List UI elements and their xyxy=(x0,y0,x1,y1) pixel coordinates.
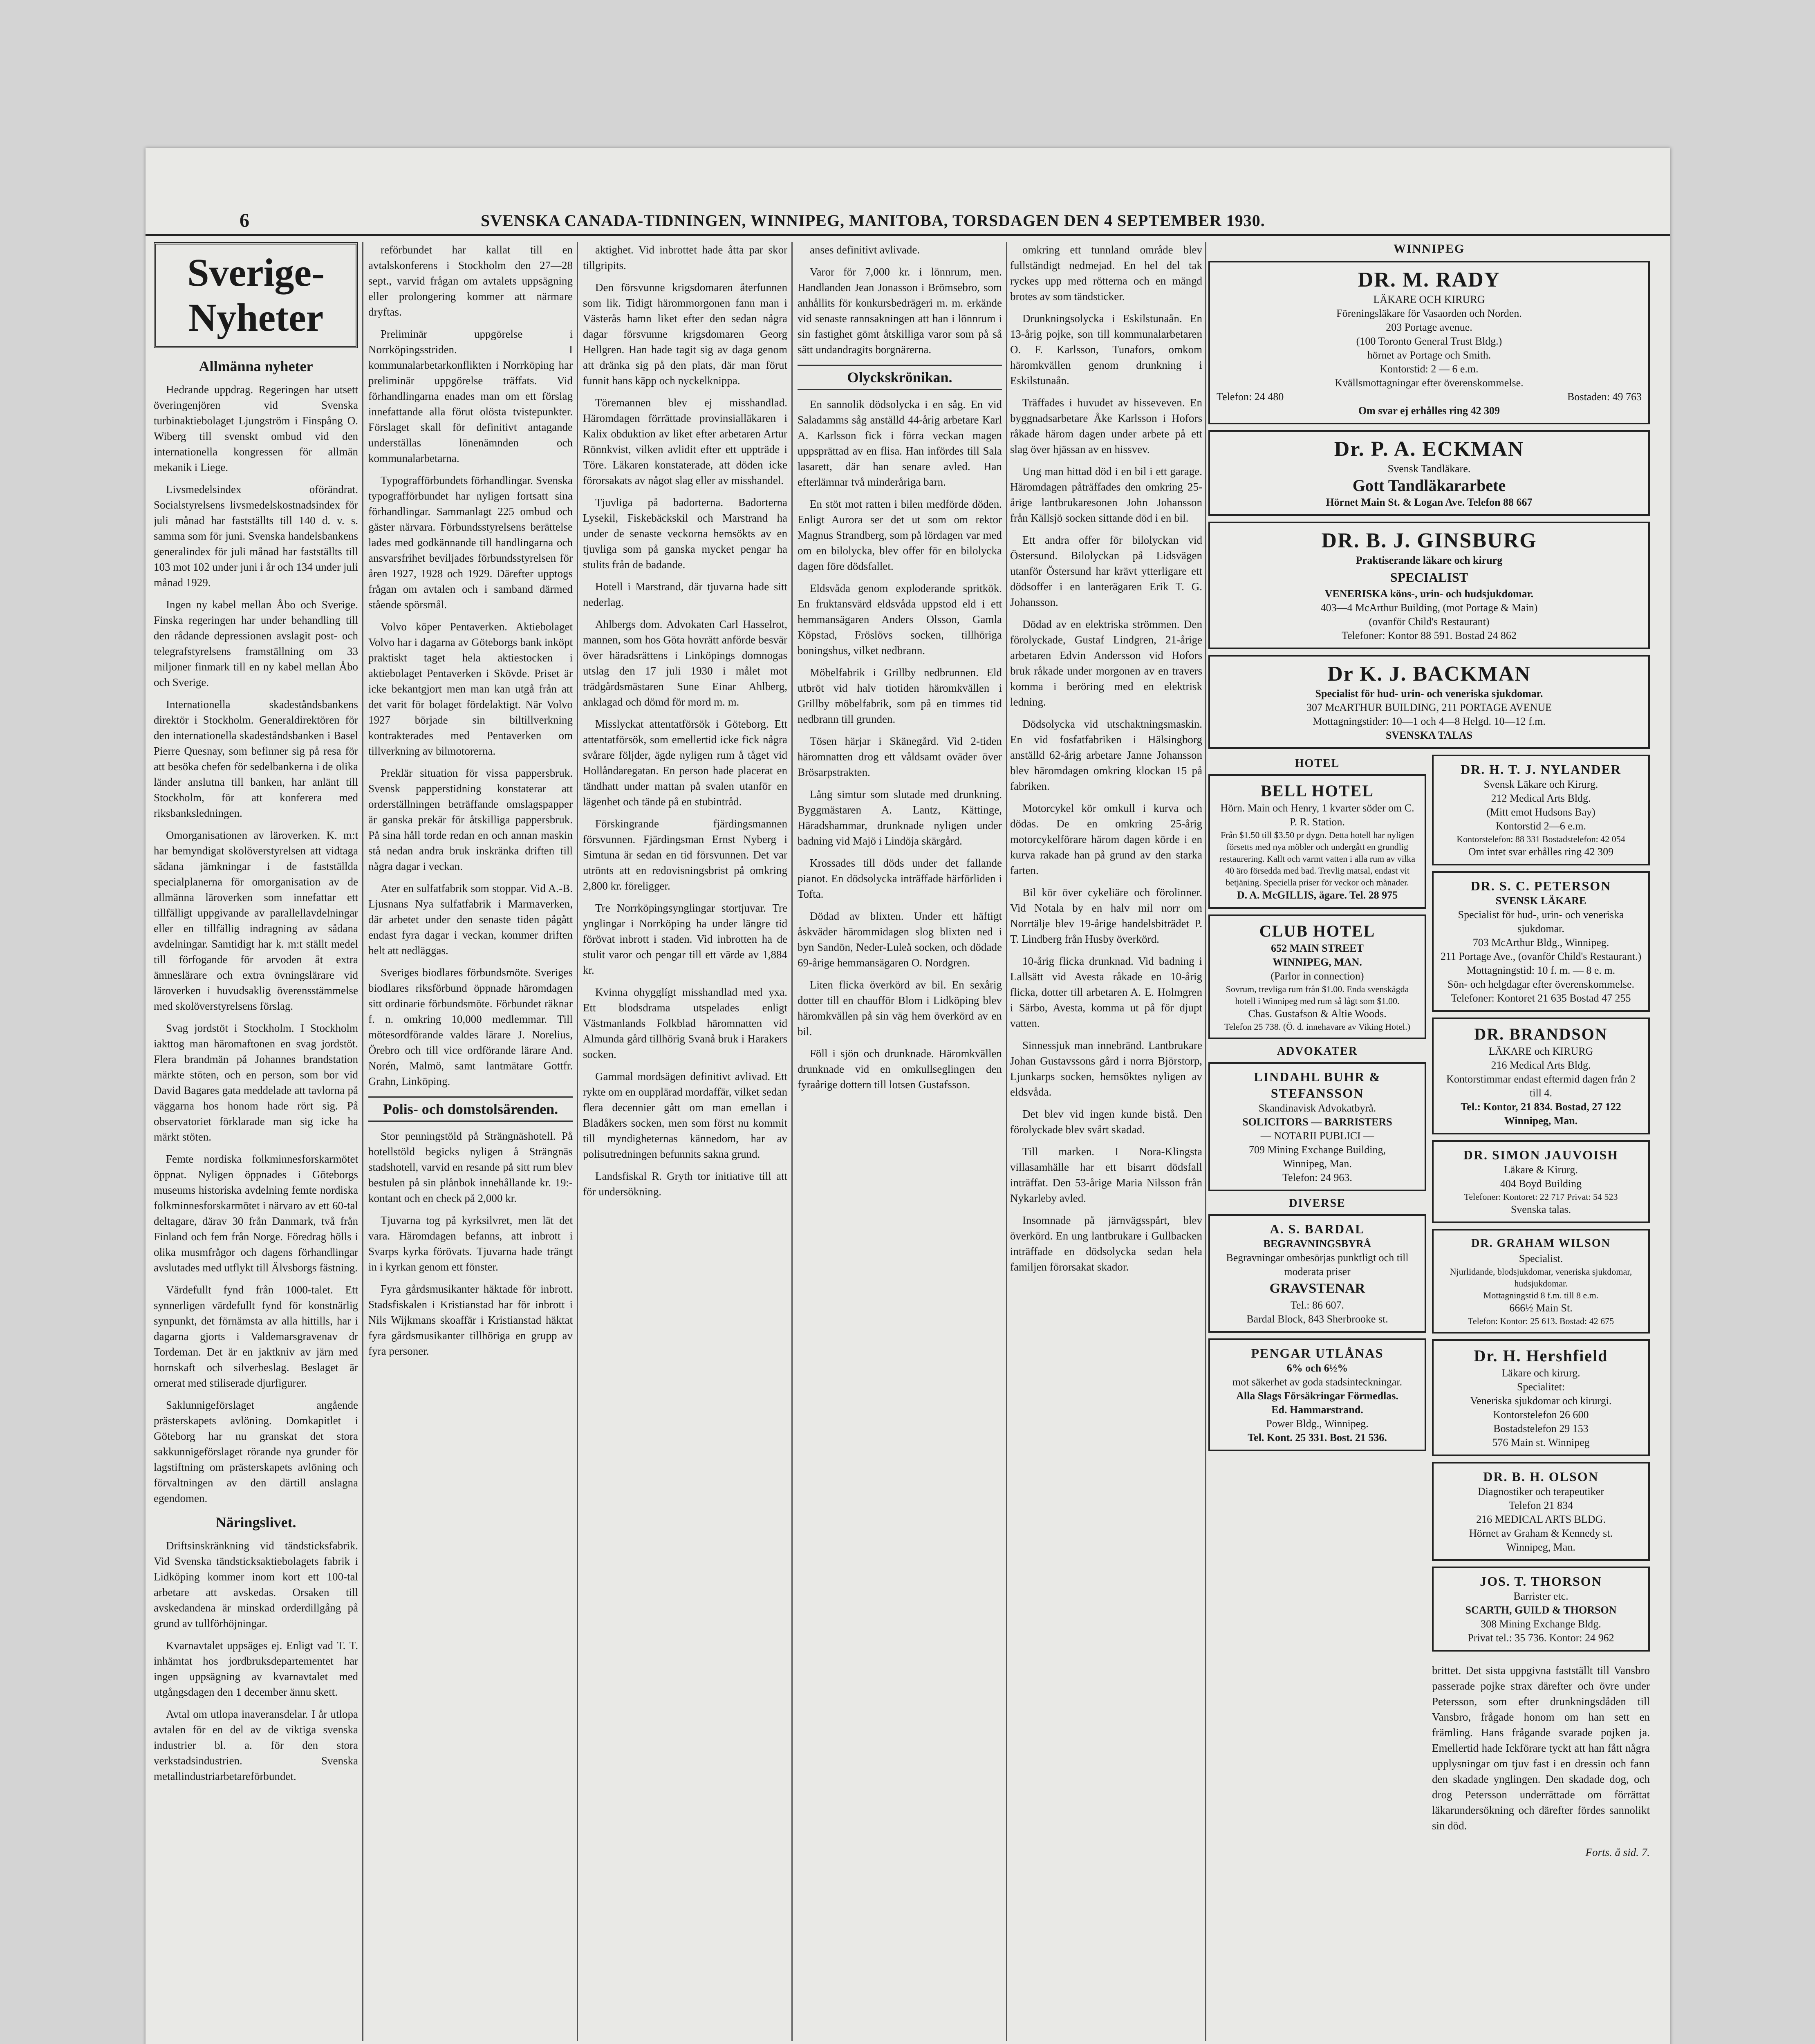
ad-text: Kontorstid: 2 — 6 e.m. xyxy=(1380,363,1479,375)
ad-name: DR. M. RADY xyxy=(1358,268,1501,291)
page-number: 6 xyxy=(240,210,249,231)
article: Den försvunne krigsdomaren återfunnen som lik. Tidigt härommorgonen fann man i Västerås hamn liket efter den sedan några dagar försvunne krigsdomaren Georg Hellgren. Han hade tagit sig av daga genom att dränka sig på den plats, där man förut funnit hans käpp och nyckelknippa. xyxy=(583,281,787,387)
ad-title: Specialist. xyxy=(1519,1253,1563,1264)
ad-text: Specialitet: xyxy=(1517,1381,1565,1393)
ad-text: Power Bldg., Winnipeg. xyxy=(1266,1418,1369,1430)
article: Möbelfabrik i Grillby nedbrunnen. Eld utbröt vid halv tiotiden häromkvällen i Grillby möbelfabrik, som på en timmes tid nedbrann till grunden. xyxy=(798,666,1002,725)
article: Kvinna ohygglígt misshandlad med yxa. Ett blodsdrama utspelades enligt Västmanlands Folkblad häromnatten vid Almunda gård tillhörig Svanå bruk i Harakers socken. xyxy=(583,986,787,1060)
ads-left-column xyxy=(1208,755,1426,1860)
article: Det blev vid ingen kunde bistå. Den förolyckade blev svårt skadad. xyxy=(1010,1108,1202,1136)
article: Tjuvarna tog på kyrksilvret, men lät det vara. Häromdagen befanns, att inbrott i Svarps kyrka förövats. Tjuvarna hade trängt in i kyrkan genom ett fönster. xyxy=(368,1214,573,1273)
article: Svag jordstöt i Stockholm. I Stockholm iakttog man häromaftonen en svag jordstöt. Flera brandmän på Johannes brandstation märkte stöten, och en person, som bor vid David Bagares gata meddelade att tavlorna på väggarna hos honom hade rört sig. På observatoriet förklarade man sig icke ha märkt stöten. xyxy=(154,1022,358,1143)
ad-title: Diagnostiker och terapeutiker xyxy=(1478,1486,1604,1497)
ad-text: VENERISKA köns-, urin- och hudsjukdomar. xyxy=(1324,588,1534,600)
column-5 xyxy=(1010,242,1202,2041)
ad-text: Bardal Block, 843 Sherbrooke st. xyxy=(1246,1313,1388,1325)
ad-text: Telefon: Kontor: 25 613. Bostad: 42 675 xyxy=(1468,1316,1614,1326)
article: Varor för 7,000 kr. i lönnrum, men. Handlanden Jean Jonasson i Brömsebro, som anhållits för konkursbedrägeri m. m. erkände vid senaste rannsakningen att han i lönnrum i sin fastighet gömt åtskilliga varor som på så sätt undandragits borgnärerna. xyxy=(798,266,1002,356)
article: Ingen ny kabel mellan Åbo och Sverige. Finska regeringen har under behandling till den rådande depressionen avslagit post- och telegrafstyrelsens framställning om 33 miljoner finmark till en ny kabel mellan Åbo och Sverige. xyxy=(154,598,358,688)
article: Preliminär uppgörelse i Norrköpingsstriden. I kommunalarbetarkonflikten i Norrköping har preliminär uppgörelse träffats. Vid förhandlingarna enades man om ett förslag innefattande alla förut olösta tvistepunkter. Förslaget skall för definitivt antagande underställas lönenämnden och kommunalarbetarna. xyxy=(368,328,573,464)
article: Fyra gårdsmusikanter häktade för inbrott. Stadsfiskalen i Kristianstad har för inbrott i Nils Wijkmans skoaffär i Kristianstad häktat fyra gårdsmusikanter tillhöriga en grupp av fyra personer. xyxy=(368,1283,573,1357)
ad-name: DR. S. C. PETERSON xyxy=(1470,879,1611,893)
article: Sveriges biodlares förbundsmöte. Sveriges biodlares riksförbund öppnade häromdagen sitt ordinarie förbundsmöte. Förbundet räknar f. n. omkring 10,000 medlemmar. Till mötesordförande valdes lärare J. Norelius, Örebro och till vice ordförande lärare And. Norén, Malmö, samt lantmätare Gottfr. Grahn, Linköping. xyxy=(368,966,573,1087)
ad-name: CLUB HOTEL xyxy=(1259,922,1376,940)
column-rule xyxy=(1006,242,1007,2041)
article: Omorganisationen av läroverken. K. m:t har bemyndigat skolöverstyrelsen att vidtaga sådana jämkningar i de fastställda specialplanerna för omorganisation av de allmänna läroverken som innefattar ett tillfälligt uppgivande av parallellavdelningar eller en tillfällig indragning av sådana avdelningar. Samtidigt har k. m:t ställt medel till förfogande för arvoden åt extra ämneslärare och extra övningslärare vid läroverken i huvudsaklig överensstämmelse med skolöverstyrelsens förslag. xyxy=(154,829,358,1012)
ad-bardal xyxy=(1208,1214,1426,1333)
ad-text: 652 MAIN STREET xyxy=(1271,942,1364,954)
article: Driftsinskränkning vid tändsticksfabrik. Vid Svenska tändsticksaktiebolagets fabrik i Lidköping kommer inom kort ett 100-tal arbetare att avskedas. Orsaken till avskedandena är minskad orderdillgång på grund av tullförhöjningar. xyxy=(154,1540,358,1629)
column-3 xyxy=(583,242,787,2041)
ad-text: SOLICITORS — BARRISTERS xyxy=(1242,1116,1392,1128)
ad-text: 703 McArthur Bldg., Winnipeg. xyxy=(1472,937,1609,948)
ad-phone: Bostaden: 49 763 xyxy=(1567,391,1642,403)
ad-text: 216 MEDICAL ARTS BLDG. xyxy=(1476,1513,1606,1525)
ad-title: Svensk Tandläkare. xyxy=(1387,463,1471,475)
ad-title: Läkare & Kirurg. xyxy=(1504,1164,1578,1176)
article: Preklär situation för vissa pappersbruk. Svensk papperstidning konstaterar att orderställningen beträffande omslagspapper är ganska prekär för åtskilliga pappersbruk. På sina håll torde redan en och annan maskin stå nedan andra bruk inskränka driften till några dagar i veckan. xyxy=(368,767,573,872)
ad-text: Winnipeg, Man. xyxy=(1283,1158,1352,1170)
ad-name: DR. H. T. J. NYLANDER xyxy=(1461,762,1621,777)
ad-text: 709 Mining Exchange Building, xyxy=(1248,1144,1386,1156)
article: Dödsolycka vid utschaktningsmaskin. En vid fosfatfabriken i Hälsingborg anställd 62-årig arbetare Janne Johansson blev häromdagen omkring klockan 15 på fabriken. xyxy=(1010,718,1202,792)
column-rule xyxy=(362,242,363,2041)
ad-jauvoish xyxy=(1432,1140,1650,1223)
subsection-heading: Allmänna nyheter xyxy=(199,358,313,374)
ad-text: Hörnet av Graham & Kennedy st. xyxy=(1469,1527,1613,1539)
ad-text: Tel.: Kontor, 21 834. Bostad, 27 122 xyxy=(1461,1101,1621,1113)
ad-name: A. S. BARDAL xyxy=(1270,1221,1365,1236)
ad-text: Veneriska sjukdomar och kirurgi. xyxy=(1470,1395,1612,1407)
ad-text: Telefoner: Kontoret 21 635 Bostad 47 255 xyxy=(1451,992,1631,1004)
article: Eldsvåda genom exploderande spritkök. En fruktansvärd eldsvåda uppstod eld i ett hemmansägaren Anders Olsson, Gamla Köpstad, Fröslövs socken, tillhöriga boningshus, vilket nedbrann. xyxy=(798,582,1002,657)
ad-text: Telefon 25 738. (Ö. d. innehavare av Viking Hotel.) xyxy=(1224,1022,1410,1032)
ad-text: Winnipeg, Man. xyxy=(1506,1541,1575,1553)
ad-text: WINNIPEG, MAN. xyxy=(1273,956,1362,968)
ad-text: 307 McARTHUR BUILDING, 211 PORTAGE AVENUE xyxy=(1306,702,1552,713)
ad-text: 6% och 6½% xyxy=(1286,1362,1348,1374)
article: reförbundet har kallat till en avtalskonferens i Stockholm den 27—28 sept., varvid frågan om avtalets uppsägning eller prolongering kommer att närmare dryftas. xyxy=(368,244,573,318)
subsection-heading: Polis- och domstolsärenden. xyxy=(368,1096,573,1122)
article: Hotell i Marstrand, där tjuvarna hade sitt nederlag. xyxy=(583,580,787,608)
ad-text: Svenska talas. xyxy=(1510,1204,1571,1215)
column-rule xyxy=(791,242,793,2041)
ad-title: Skandinavisk Advokatbyrå. xyxy=(1258,1102,1376,1114)
ad-name: LINDAHL BUHR & STEFANSSON xyxy=(1254,1069,1381,1100)
ad-title: BEGRAVNINGSBYRÅ xyxy=(1263,1238,1371,1250)
article: Dödad av blixten. Under ett häftigt åskväder härommidagen slog blixten ned i byn Sandön, Neder-Luleå socken, och dödade 69-årige hemmansägaren O. Nordgren. xyxy=(798,910,1002,969)
article: Träffades i huvudet av hisseveven. En byggnadsarbetare Åke Karlsson i Hofors råkade härom dagen under arbete på ett slag över hjässan av en hissvev. xyxy=(1010,397,1202,455)
ad-title: SVENSK LÄKARE xyxy=(1495,895,1586,907)
ad-name: Dr. P. A. ECKMAN xyxy=(1334,437,1524,461)
ad-text: Föreningsläkare för Vasaorden och Norden. xyxy=(1336,307,1522,319)
ad-text: hörnet av Portage och Smith. xyxy=(1367,349,1491,361)
article: Föll i sjön och drunknade. Häromkvällen drunknade vid en omkullseglingen den fyraårige dottern till lotsen Gustafsson. xyxy=(798,1047,1002,1091)
article: Landsfiskal R. Gryth tor initiative till att för undersökning. xyxy=(583,1170,787,1198)
ad-title: Praktiserande läkare och kirurg xyxy=(1356,554,1503,566)
continued-on-note: Forts. å sid. 7. xyxy=(1585,1846,1650,1858)
masthead: SVENSKA CANADA-TIDNINGEN, WINNIPEG, MANITOBA, TORSDAGEN DEN 4 SEPTEMBER 1930. xyxy=(481,211,1265,230)
article: Till marken. I Nora-Klingsta villasamhälle har ett bisarrt dödsfall inträffat. Den 53-årige Maria Nilsson från Nykarleby avled. xyxy=(1010,1145,1202,1204)
ad-title: LÄKARE och KIRURG xyxy=(1488,1045,1593,1057)
ad-text: — NOTARII PUBLICI — xyxy=(1260,1130,1374,1142)
ad-text: Chas. Gustafson & Altie Woods. xyxy=(1248,1008,1387,1020)
ad-text: Tel.: 86 607. xyxy=(1290,1299,1344,1311)
region-heading: WINNIPEG xyxy=(1393,242,1465,256)
ad-name: Dr. H. Hershfield xyxy=(1474,1347,1608,1365)
ad-text: Telefoner: Kontor 88 591. Bostad 24 862 xyxy=(1342,630,1517,641)
article: Sinnessjuk man innebränd. Lantbrukare Johan Gustavssons gård i norra Björstorp, Ljunkarps socken, hemsöktes nyligen av eldsvåda. xyxy=(1010,1039,1202,1098)
article: Hedrande uppdrag. Regeringen har utsett överingenjören vid Svenska turbinaktiebolaget Ljungström i Finspång O. Wiberg till svenskt ombud vid den internationella kongressen för allmän mekanik i Liege. xyxy=(154,383,358,473)
ad-text: Privat tel.: 35 736. Kontor: 24 962 xyxy=(1468,1632,1614,1644)
ad-text: Telefon 21 834 xyxy=(1508,1499,1573,1511)
article: 10-årig flicka drunknad. Vid badning i Lallsätt vid Avesta råkade en 10-årig flicka, dotter till arbetaren A. E. Holmgren i Särbo, Avesta, komma ut på för djupt vatten. xyxy=(1010,955,1202,1029)
ad-brandson xyxy=(1432,1018,1650,1134)
article: Ung man hittad död i en bil i ett garage. Häromdagen påträffades den omkring 25-årige lantbrukaresonen John Johansson från Källsjö socken sittande död i en bil. xyxy=(1010,465,1202,524)
ad-text: Winnipeg, Man. xyxy=(1504,1115,1578,1127)
ad-bell-hotel xyxy=(1208,774,1426,909)
article: Tösen härjar i Skänegård. Vid 2-tiden häromnatten drog ett våldsamt oväder över Brösarpstrakten. xyxy=(798,735,1002,778)
article: Internationella skadeståndsbankens direktör i Stockholm. Generaldirektören för den internationella skadeståndsbanken i Basel Pierre Quesnay, som befinner sig på resa för att besöka chefen för sedelbankerna i de olika länder anslutna till banken, har anlänt till Stockholm, för att konferera med riksbanksledningen. xyxy=(154,698,358,819)
ad-text: (100 Toronto General Trust Bldg.) xyxy=(1356,335,1502,347)
article: Femte nordiska folkminnesforskarmötet öppnat. Nyligen öppnades i Göteborgs museums historiska avdelning femte nordiska folkminnesforskarmötet i närvaro av ett 60-tal deltagare, därav 30 från Danmark, två från Finland och fem från Norge. Föredrag hölls i olika musmfrågor och dagens förhandlingar avslutades med utflykt till Älvsborgs fästning. xyxy=(154,1153,358,1274)
ad-eckman xyxy=(1208,430,1650,516)
ad-name: Dr K. J. BACKMAN xyxy=(1327,662,1531,686)
article: Krossades till döds under det fallande pianot. En dödsolycka inträffade härförliden i Tofta. xyxy=(798,857,1002,900)
ad-title: Barrister etc. xyxy=(1513,1590,1569,1602)
ad-text: (Parlor in connection) xyxy=(1270,970,1364,982)
article: anses definitivt avlivade. xyxy=(810,244,920,256)
article-continuation: brittet. Det sista uppgivna fastställt till Vansbro passerade pojke strax därefter och övre under Petersson, som efter drunkningsdåden till Vansbro, frågade honom om han sett en främling. Hans frågande svarade pojken ja. Emellertid hade Ickförare tyckt att han fått några upplysningar om tjuv fast i en dressin och fann den skadade ynglingen. Den skadade dog, och drog Petersson underrättade om förrättat läkarundersökning och därefter fördes sannolikt sin död. xyxy=(1432,1664,1650,1832)
article: Liten flicka överkörd av bil. En sexårig dotter till en chaufför Blom i Lidköping blev häromkvällen på sin väg hem överkörd av en bil. xyxy=(798,979,1002,1038)
ad-name: DR. BRANDSON xyxy=(1474,1025,1608,1043)
ad-category-heading: HOTEL xyxy=(1295,757,1340,770)
article: Insomnade på järnvägsspårt, blev överkörd. En ung lantbrukare i Gullbacken inträffade en dödsolycka sedan hela familjen förorsakat skador. xyxy=(1010,1214,1202,1273)
ad-text: Bostadstelefon 29 153 xyxy=(1493,1423,1589,1434)
ad-category-heading: DIVERSE xyxy=(1289,1197,1346,1210)
ad-text: SVENSKA TALAS xyxy=(1385,729,1473,741)
ad-text: Specialist för hud-, urin- och veneriska sjukdomar. xyxy=(1458,909,1624,935)
article: Motorcykel kör omkull i kurva och dödas. De en omkring 25-årig motorcykelförare härom dagen körde i en kurva rakade han på grund av den starka farten. xyxy=(1010,802,1202,876)
ad-name: BELL HOTEL xyxy=(1261,782,1374,800)
ad-peterson xyxy=(1432,871,1650,1012)
ad-text: (Mitt emot Hudsons Bay) xyxy=(1486,806,1595,818)
ad-text: (ovanför Child's Restaurant) xyxy=(1369,616,1490,628)
column-2 xyxy=(368,242,573,2041)
ad-text: 211 Portage Ave., (ovanför Child's Restaurant.) xyxy=(1440,950,1642,962)
column-1 xyxy=(154,242,358,2041)
article: En sannolik dödsolycka i en såg. En vid Saladamms såg anställd 44-årig arbetare Karl A. Karlsson fick i förra veckan magen uppsprättad av en flisa. Han infördes till Sala lasarett, där han senare avled. Han efterlämnar två minderåriga barn. xyxy=(798,398,1002,488)
ad-title: Specialist för hud- urin- och veneriska sjukdomar. xyxy=(1315,688,1543,699)
article: Gammal mordsägen definitivt avlivad. Ett rykte om en oupplärad mordaffär, vilket sedan flera decennier gått om man emellan i Bladåkers socken, men som först nu kommit till myndigheternas kännedom, har av polisutredningen befunnits sakna grund. xyxy=(583,1070,787,1160)
ad-pengar xyxy=(1208,1338,1426,1451)
section-title-box xyxy=(154,242,358,348)
article: Töremannen blev ej misshandlad. Häromdagen förrättade provinsialläkaren i Kalix obduktion av liket efter arbetaren Artur Rönnkvist, vilken avlidit efter ett uppträde i Töre. Läkaren konstaterade, att döden icke förorsakats av något slag eller av misshandel. xyxy=(583,397,787,486)
ad-text: 576 Main st. Winnipeg xyxy=(1492,1437,1590,1448)
ad-phone: Telefon: 24 480 xyxy=(1217,391,1284,403)
ad-text: 216 Medical Arts Bldg. xyxy=(1491,1059,1591,1071)
ad-name: DR. B. H. OLSON xyxy=(1483,1469,1599,1484)
ad-wilson xyxy=(1432,1229,1650,1334)
column-rule xyxy=(577,242,578,2041)
subsection-heading: Näringslivet. xyxy=(215,1514,296,1531)
ad-text: Hörnet Main St. & Logan Ave. Telefon 88 667 xyxy=(1326,496,1533,508)
article: Misslyckat attentatförsök i Göteborg. Ett attentatförsök, som emellertid icke fick några svårare följder, ägde nyligen rum å tåget vid Hollåndaregatan. En person hade placerat en tändhatt under mattan på svalen utanför en lägenhet och tände på en stubintråd. xyxy=(583,718,787,808)
article: Kvarnavtalet uppsäges ej. Enligt vad T. T. inhämtat hos jordbruksdepartementet har ingen uppsägning av kvarnavtalet med utgångsdagen den 1 december ännu skett. xyxy=(154,1639,358,1698)
article: Tre Norrköpingsynglingar stortjuvar. Tre ynglingar i Norrköping ha under längre tid förövat inbrott i staden. Vid inbrotten ha de stulit varor och pengar till ett värde av 1,884 kr. xyxy=(583,902,787,976)
ad-thorson xyxy=(1432,1567,1650,1652)
article: Stor penningstöld på Strängnäshotell. På hotellstöld begicks nyligen å Strängnäs stadshotell, varvid en resande på sitt rum blev bestulen på sin plånbok innehållande kr. 19:- kontant och en check på 2,000 kr. xyxy=(368,1130,573,1204)
ad-category-heading: ADVOKATER xyxy=(1277,1045,1358,1058)
ad-text: mot säkerhet av goda stadsinteckningar. xyxy=(1232,1376,1403,1388)
article: Saklunnigeförslaget angående prästerskapets avlöning. Domkapitlet i Göteborg har nu granskat det stora sakkunnigeförslaget rörande nya grunder för lagstiftning om prästerskapets avlöning och förvaltningen av den därtill anslagna egendomen. xyxy=(154,1399,358,1504)
ad-nylander xyxy=(1432,755,1650,865)
ads-two-column xyxy=(1208,755,1650,1860)
article: Ater en sulfatfabrik som stoppar. Vid A.-B. Ljusnans Nya sulfatfabrik i Marmaverken, där arbetet under den senaste tiden pågått endast fyra dagar i veckan, kommer driften helt att nedläggas. xyxy=(368,882,573,957)
ad-text: Om intet svar erhålles ring 42 309 xyxy=(1468,846,1614,858)
ad-text: 203 Portage avenue. xyxy=(1386,321,1472,333)
ad-text: Mottagningstid 8 f.m. till 8 e.m. xyxy=(1483,1290,1599,1300)
ad-text: Begravningar ombesörjas punktligt och till moderata priser xyxy=(1226,1252,1409,1278)
ad-lindahl xyxy=(1208,1062,1426,1191)
ad-text: Kvällsmottagningar efter överenskommelse. xyxy=(1335,377,1524,389)
column-rule xyxy=(1205,242,1206,2041)
article: Dödad av en elektriska strömmen. Den förolyckade, Gustaf Lindgren, 21-årige arbetaren Edvin Andersson vid Hofors bruk råkade under morgonen av en travers komma i beröring med en elektrisk ledning. xyxy=(1010,618,1202,708)
ad-name: JOS. T. THORSON xyxy=(1480,1574,1602,1589)
ad-olson xyxy=(1432,1462,1650,1561)
ad-text: Sön- och helgdagar efter överenskommelse. xyxy=(1447,978,1634,990)
advertisements-column xyxy=(1208,242,1650,2041)
article: En stöt mot ratten i bilen medförde döden. Enligt Aurora ser det ut som om rektor Magnus Strandberg, som på lördagen var med om en bilolycka, blev offer för en bilolycka dagen före dödsfallet. xyxy=(798,498,1002,572)
ad-text: Telefoner: Kontoret: 22 717 Privat: 54 523 xyxy=(1464,1192,1618,1202)
ad-text: 404 Boyd Building xyxy=(1500,1178,1582,1190)
ad-title: Svensk Läkare och Kirurg. xyxy=(1483,778,1598,790)
article: Livsmedelsindex oförändrat. Socialstyrelsens livsmedelskostnadsindex för juli månad har fastställts till 140 d. v. s. samma som för juni. Svenska handelsbankens generalindex för juli månad har fastställts till 103 mot 102 under juni i år och 134 under juli månad 1929. xyxy=(154,483,358,589)
section-title: Sverige-Nyheter xyxy=(187,251,325,339)
ad-text: Om svar ej erhålles ring 42 309 xyxy=(1358,405,1500,417)
article: Ett andra offer för bilolyckan vid Östersund. Bilolyckan på Lidsvägen utanför Östersund har krävt ytterligare ett dödsoffer i en lanterägaren Erik T. G. Johansson. xyxy=(1010,534,1202,608)
ad-text: SPECIALIST xyxy=(1390,570,1468,585)
ad-text: Mottagningstid: 10 f. m. — 8 e. m. xyxy=(1466,964,1616,976)
ad-title: Läkare och kirurg. xyxy=(1501,1367,1580,1379)
ad-hershfield xyxy=(1432,1339,1650,1456)
ad-name: DR. B. J. GINSBURG xyxy=(1321,529,1537,552)
ad-text: SCARTH, GUILD & THORSON xyxy=(1465,1604,1617,1616)
article: omkring ett tunnland område blev fullständigt nedmejad. En hel del tak ryckes upp med rötterna och en mängd brotes av som tändsticker. xyxy=(1010,244,1202,303)
ad-text: Njurlidande, blodsjukdomar, veneriska sjukdomar, hudsjukdomar. xyxy=(1450,1266,1632,1289)
ad-text: Mottagningstider: 10—1 och 4—8 Helgd. 10—12 f.m. xyxy=(1313,715,1546,727)
ad-text: Alla Slags Försäkringar Förmedlas. xyxy=(1236,1390,1398,1402)
ad-text: Sovrum, trevliga rum från $1.00. Enda svenskägda hotell i Winnipeg med rum så lågt som $1.00. xyxy=(1226,984,1409,1006)
ad-text: Från $1.50 till $3.50 pr dygn. Detta hotell har nyligen försetts med nya möbler och undergått en grundlig restaurering. Kallt och varmt vatten i alla rum av vilka 40 äro försedda med bad. Trevlig matsal, endast vit betjäning. Speciella priser för veckor och månader. xyxy=(1219,830,1415,888)
ad-text: 212 Medical Arts Bldg. xyxy=(1491,792,1591,804)
article: Avtal om utlopa inaveransdelar. I år utlopa avtalen för en del av de viktiga svenska industrier bl. a. för den stora verkstadsindustrien. Svenska metallindustriarbetareförbundet. xyxy=(154,1708,358,1782)
article: Ahlbergs dom. Advokaten Carl Hasselrot, mannen, som hos Göta hovrätt anförde besvär över häradsrättens i Linköpings domnogas utslag den 17 juli 1930 i målet mot trädgårdsmästaren Sune Einar Ahlberg, anklagad och dömd för mord m. m. xyxy=(583,618,787,708)
article: Lång simtur som slutade med drunkning. Byggmästaren A. Lantz, Kättinge, Häradshammar, drunknade nyligen under badning vid Majö i Lindöja skärgård. xyxy=(798,788,1002,847)
ad-text: 308 Mining Exchange Bldg. xyxy=(1481,1618,1601,1630)
article: Värdefullt fynd från 1000-talet. Ett synnerligen värdefullt fynd för konstnärlig synpunkt, det förnämsta av alla hittills, har i dagarna gjorts i Valdemarsgravenav dr Tordeman. Det är en jaktkniv av järn med hornskaft och silverbeslag. Beslaget är ornerat med stiliserade djurfigurer. xyxy=(154,1284,358,1389)
ad-text: Kontorstimmar endast eftermid dagen från 2 till 4. xyxy=(1446,1073,1636,1099)
article: Drunkningsolycka i Eskilstunaån. En 13-årig pojke, son till kommunalarbetaren O. F. Karlsson, Tunafors, omkom häromkvällen genom drunkning i Eskilstunaån. xyxy=(1010,312,1202,387)
ad-title: LÄKARE OCH KIRURG xyxy=(1373,294,1485,305)
ad-text: Kontorstelefon 26 600 xyxy=(1493,1409,1589,1421)
article: Bil kör över cykeliäre och förolinner. Vid Notala by en halv mil norr om Norrtälje blev 19-årige handelsbiträdet P. T. Lindberg från Husby överkörd. xyxy=(1010,886,1202,945)
ad-text: Kontorstid 2—6 e.m. xyxy=(1496,820,1586,832)
ad-text: Gott Tandläkararbete xyxy=(1352,476,1506,495)
ad-text: Telefon: 24 963. xyxy=(1282,1172,1352,1183)
ad-name: DR. GRAHAM WILSON xyxy=(1471,1237,1611,1250)
column-4 xyxy=(798,242,1002,2041)
ad-text: D. A. McGILLIS, ägare. Tel. 28 975 xyxy=(1237,889,1398,901)
newspaper-page xyxy=(146,148,1670,2044)
page-header xyxy=(146,209,1670,236)
ad-club-hotel xyxy=(1208,914,1426,1039)
article: aktighet. Vid inbrottet hade åtta par skor tillgripits. xyxy=(583,244,787,271)
ad-text: Kontorstelefon: 88 331 Bostadstelefon: 42 054 xyxy=(1456,834,1625,844)
ad-text: Hörn. Main och Henry, 1 kvarter söder om C. P. R. Station. xyxy=(1220,802,1414,828)
article: Förskingrande fjärdingsmannen försvunnen. Fjärdingsman Ernst Nyberg i Simtuna är sedan en tid försvunnen. Det var utrönts att en redovisningsbrist på omkring 2,800 kr. föreligger. xyxy=(583,818,787,892)
ad-text: 666½ Main St. xyxy=(1509,1302,1573,1314)
ad-text: 403—4 McArthur Building, (mot Portage & Main) xyxy=(1320,602,1538,614)
ad-name: PENGAR UTLÅNAS xyxy=(1251,1346,1384,1360)
ad-text: Tel. Kont. 25 331. Bost. 21 536. xyxy=(1248,1432,1387,1443)
ads-right-column xyxy=(1432,755,1650,1860)
ad-text: GRAVSTENAR xyxy=(1269,1281,1365,1296)
ad-ginsburg xyxy=(1208,522,1650,649)
ad-rady xyxy=(1208,261,1650,424)
ad-text: Ed. Hammarstrand. xyxy=(1271,1404,1363,1416)
article: Tjuvliga på badorterna. Badorterna Lysekil, Fiskebäckskil och Marstrand ha under de senaste veckorna hemsökts av en tjuvliga som på ganska mycket pengar ha stulits från de badande. xyxy=(583,496,787,571)
subsection-heading: Olyckskrönikan. xyxy=(798,365,1002,390)
ad-backman xyxy=(1208,655,1650,749)
article: Typografförbundets förhandlingar. Svenska typografförbundet har nyligen fortsatt sina förhandlingar. Sammanlagt 225 ombud och gäster närvara. Förbundsstyrelsens berättelse lades med godkännande till handlingarna och ansvarsfrihet beviljades förbundsstyrelsen för åren 1927, 1928 och 1929. Därefter upptogs frågan om avtalen och i samband därmed stående spörsmål. xyxy=(368,474,573,611)
ad-name: DR. SIMON JAUVOISH xyxy=(1463,1148,1619,1162)
article: Volvo köper Pentaverken. Aktiebolaget Volvo har i dagarna av Göteborgs bank inköpt praktiskt taget hela aktiestocken i aktiebolaget Pentaverken i Skövde. Priset är icke bekantgjort men man kan utgå från att det varit för bolaget fördelaktigt. När Volvo 1927 började sin biltillverkning kontrakterades med Pentaverken om tillverkning av bilmotorerna. xyxy=(368,621,573,757)
